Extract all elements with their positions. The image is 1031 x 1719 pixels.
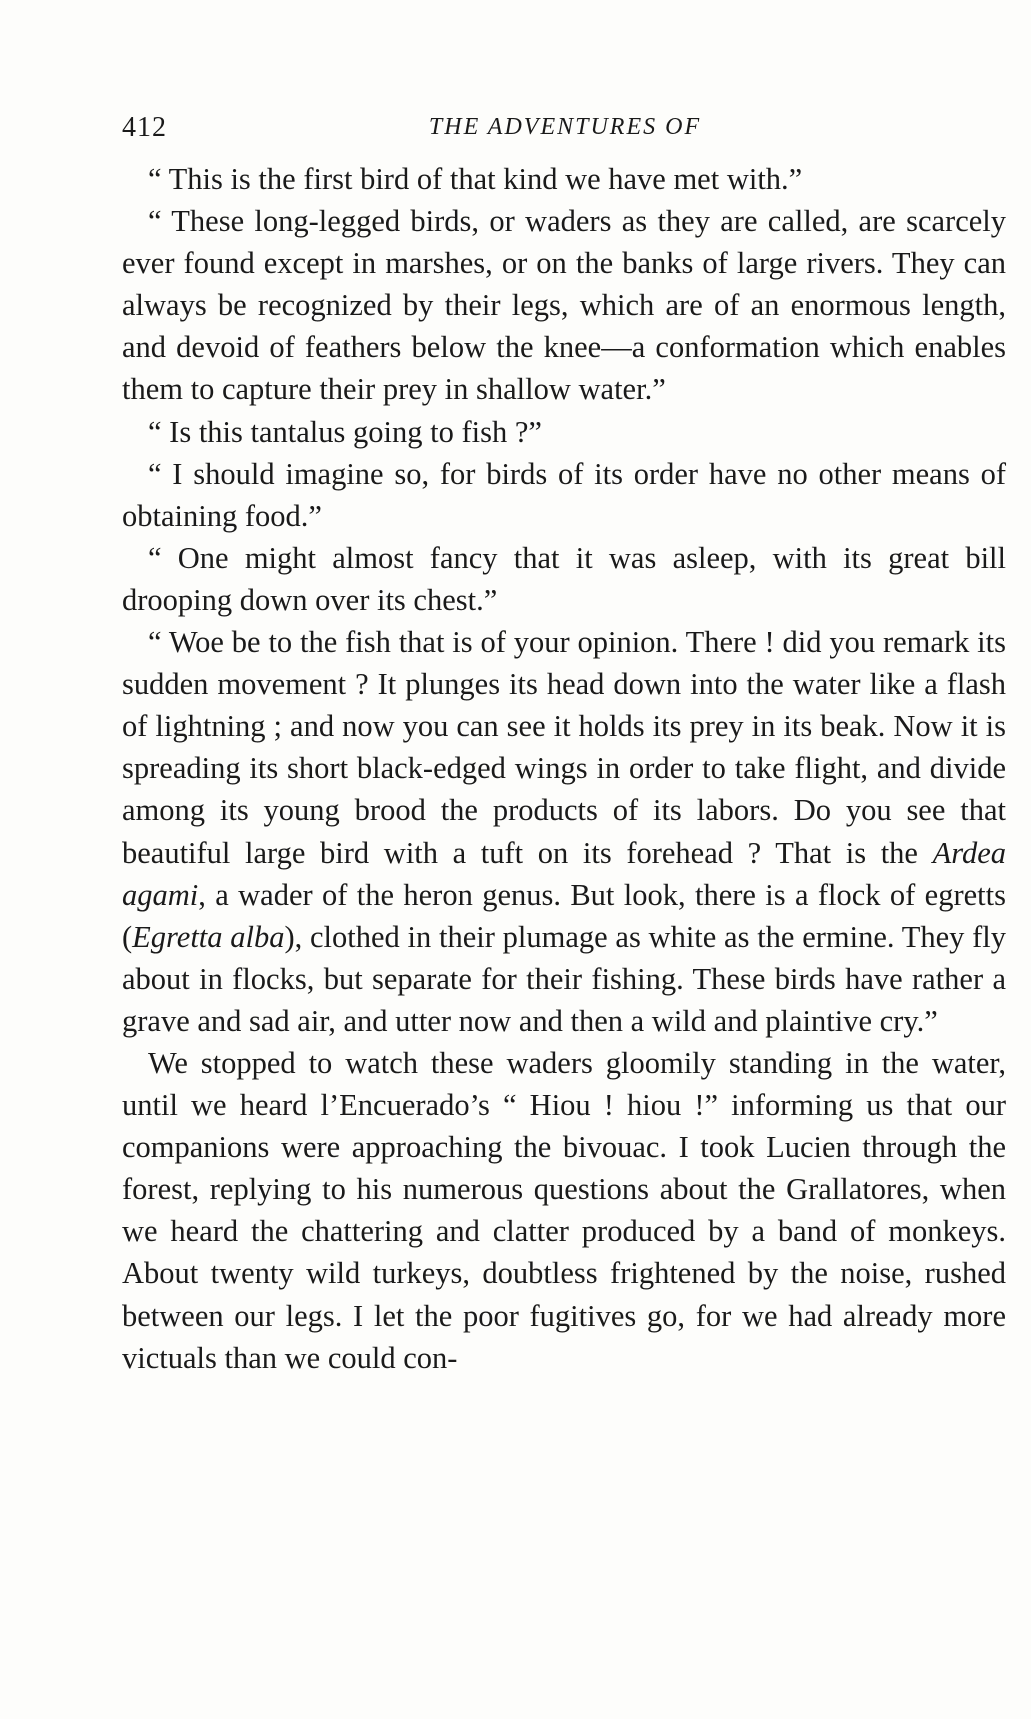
paragraph-tantalus-question: “ Is this tantalus going to fish ?” — [148, 414, 542, 449]
species-name-egretta-alba: Egretta alba — [132, 919, 285, 954]
page-header — [122, 112, 1008, 152]
paragraph-imagine: “ I should imagine so, for birds of its order have no other means of obtaining food.” — [122, 456, 1006, 533]
species-name-ardea-agami: Ardea agami — [122, 835, 1006, 912]
page-number: 412 — [122, 112, 167, 143]
paragraph-woe-be-to-the-fish — [122, 621, 1006, 1042]
paragraph-we-stopped: We stopped to watch these waders gloomily standing in the water, until we heard l’Encuerado’s “ Hiou ! hiou !” informing us that our companions were approaching the bivouac. I took Lucien through the forest, replying to his numerous questions about the Grallatores, when we heard the chattering and clatter produced by a band of monkeys. About twenty wild turkeys, doubtless frightened by the noise, rushed between our legs. I let the poor fugitives go, for we had already more victuals than we could con- — [122, 1045, 1006, 1375]
paragraph-asleep: “ One might almost fancy that it was asleep, with its great bill drooping down over its chest.” — [122, 540, 1006, 617]
paragraph-first-bird: “ This is the first bird of that kind we have met with.” — [148, 162, 803, 196]
text-segment: , a wader of the heron genus. But look, there is a flock of egretts ( — [122, 877, 1006, 954]
text-segment: “ Woe be to the fish that is of your opinion. There ! did you remark its sudden movement ? It plunges its head down into the water like a flash of lightning ; and now you can see it holds its prey in its beak. Now it is spreading its short black-edged wings in order to take flight, and divide among its young brood the products of its labors. Do you see that beautiful large bird with a tuft on its forehead ? That is the — [122, 625, 1006, 870]
text-segment: ), clothed in their plumage as white as the ermine. They fly about in flocks, but separate for their fishing. These birds have rather a grave and sad air, and utter now and then a wild and plaintive cry.” — [122, 919, 1006, 1038]
running-title: THE ADVENTURES OF — [428, 114, 702, 140]
body-text — [122, 158, 1006, 1379]
paragraph-waders: “ These long-legged birds, or waders as they are called, are scarcely ever found except in marshes, or on the banks of large rivers. They can always be recognized by their legs, which are of an enormous length, and devoid of feathers below the knee—a conformation which enables them to capture their prey in shallow water.” — [122, 204, 1006, 407]
